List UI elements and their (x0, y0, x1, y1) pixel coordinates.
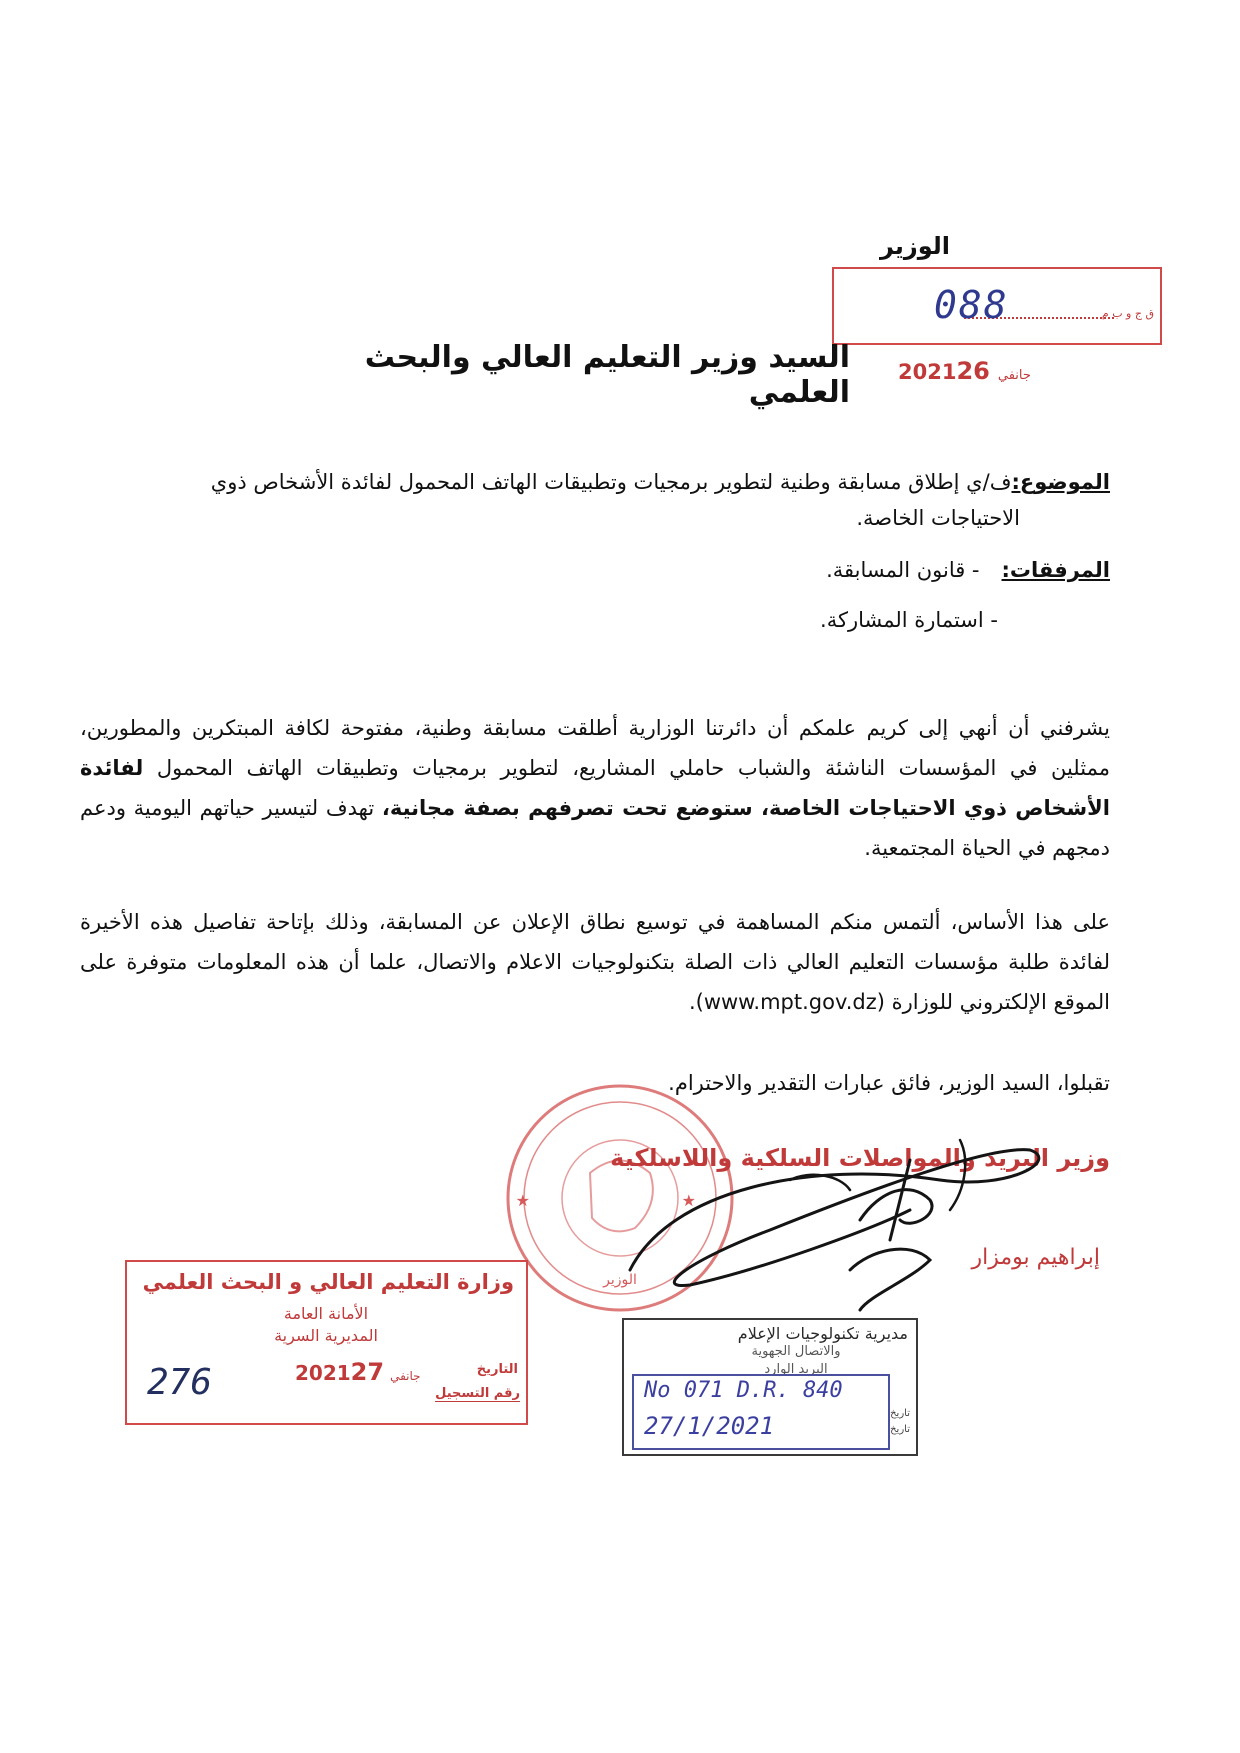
receipt-side-label: تاريخ (890, 1408, 910, 1419)
receipt-stamp-line: والاتصال الجهوية (751, 1344, 841, 1359)
registration-stamp-ministry: وزارة التعليم العالي و البحث العلمي (142, 1270, 514, 1294)
registration-number: 276 (147, 1362, 213, 1403)
receipt-stamp (622, 1318, 918, 1456)
body-paragraph-1-part-a: يشرفني أن أنهي إلى كريم علمكم أن دائرتنا الوزارية أطلقت مسابقة وطنية، مفتوحة لكافة المبتكرين والمطورين، ممثلين في المؤسسات الناشئة والشباب حاملي المشاريع، لتطوير برمجيات وتطبيقات الهاتف المحمول (80, 716, 1110, 780)
attachment-item: - قانون المسابقة. (826, 558, 980, 582)
body-paragraph-1-part-c: تهدف لتيسير حياتهم اليومية ودعم دمجهم في الحياة المجتمعية. (80, 796, 1110, 860)
attachments-line (80, 558, 1110, 582)
receipt-side-label: تاريخ (890, 1424, 910, 1435)
registration-stamp (125, 1260, 528, 1425)
registration-date-year: 2021 (295, 1361, 351, 1385)
recipient-title: السيد وزير التعليم العالي والبحث العلمي (364, 340, 850, 410)
body-paragraph-1 (80, 708, 1110, 868)
reference-stamp (832, 267, 1162, 345)
registration-stamp-directorate: المديرية السرية (274, 1326, 378, 1345)
sender-person-name: إبراهيم بومزار (971, 1245, 1100, 1270)
svg-text:★: ★ (515, 1191, 530, 1210)
subject-text: ف/ي إطلاق مسابقة وطنية لتطوير برمجيات وتطبيقات الهاتف المحمول لفائدة الأشخاص ذوي (210, 470, 1012, 494)
reference-number: 088 (934, 283, 1009, 327)
registration-date-month: جانفي (390, 1369, 421, 1383)
registration-date (295, 1358, 427, 1386)
receipt-stamp-title: مديرية تكنولوجيات الإعلام (737, 1324, 908, 1343)
receipt-date: 27/1/2021 (644, 1412, 775, 1440)
subject-text-continued: الاحتياجات الخاصة. (856, 506, 1020, 530)
svg-text:الوزير: الوزير (603, 1272, 637, 1288)
registration-number-label: رقم التسجيل (435, 1386, 520, 1401)
sender-ministry-name: وزير البريد والمواصلات السلكية واللاسلكية (610, 1144, 1110, 1172)
receipt-stamp-line: البريد الوارد (764, 1362, 828, 1377)
registration-date-day: 27 (350, 1358, 385, 1386)
reference-date-month: جانفي (997, 368, 1031, 383)
registration-stamp-office: الأمانة العامة (283, 1304, 369, 1323)
closing-line: تقبلوا، السيد الوزير، فائق عبارات التقدير والاحترام. (668, 1071, 1110, 1095)
reference-date-year: 2021 (898, 360, 957, 384)
body-paragraph-1-bold: لفائدة الأشخاص ذوي الاحتياجات الخاصة، ستوضع تحت تصرفهم بصفة مجانية، (80, 756, 1110, 820)
subject-line (80, 456, 1110, 508)
svg-text:★: ★ (681, 1191, 696, 1210)
handwritten-signature (610, 1120, 1080, 1320)
receipt-inner-box (632, 1374, 890, 1450)
attachments-label: المرفقات: (1001, 558, 1110, 582)
receipt-number: No 071 D.R. 840 (644, 1378, 843, 1403)
reference-date-day: 26 (956, 357, 990, 385)
reference-prefix: ق ج و ب م (1101, 307, 1154, 320)
subject-label: الموضوع: (1011, 470, 1110, 494)
attachment-item: - استمارة المشاركة. (820, 608, 998, 632)
sender-title: الوزير (879, 232, 950, 260)
body-paragraph-2: على هذا الأساس، ألتمس منكم المساهمة في توسيع نطاق الإعلان عن المسابقة، وذلك بإتاحة تفاصيل هذه الأخيرة لفائدة طلبة مؤسسات التعليم العالي ذات الصلة بتكنولوجيات الاعلام والاتصال، علما أن هذه المعلومات متوفرة على الموقع الإلكتروني للوزارة (www.mpt.gov.dz). (80, 910, 1110, 1014)
reference-date (898, 357, 1068, 385)
registration-date-label: التاريخ (476, 1362, 518, 1377)
